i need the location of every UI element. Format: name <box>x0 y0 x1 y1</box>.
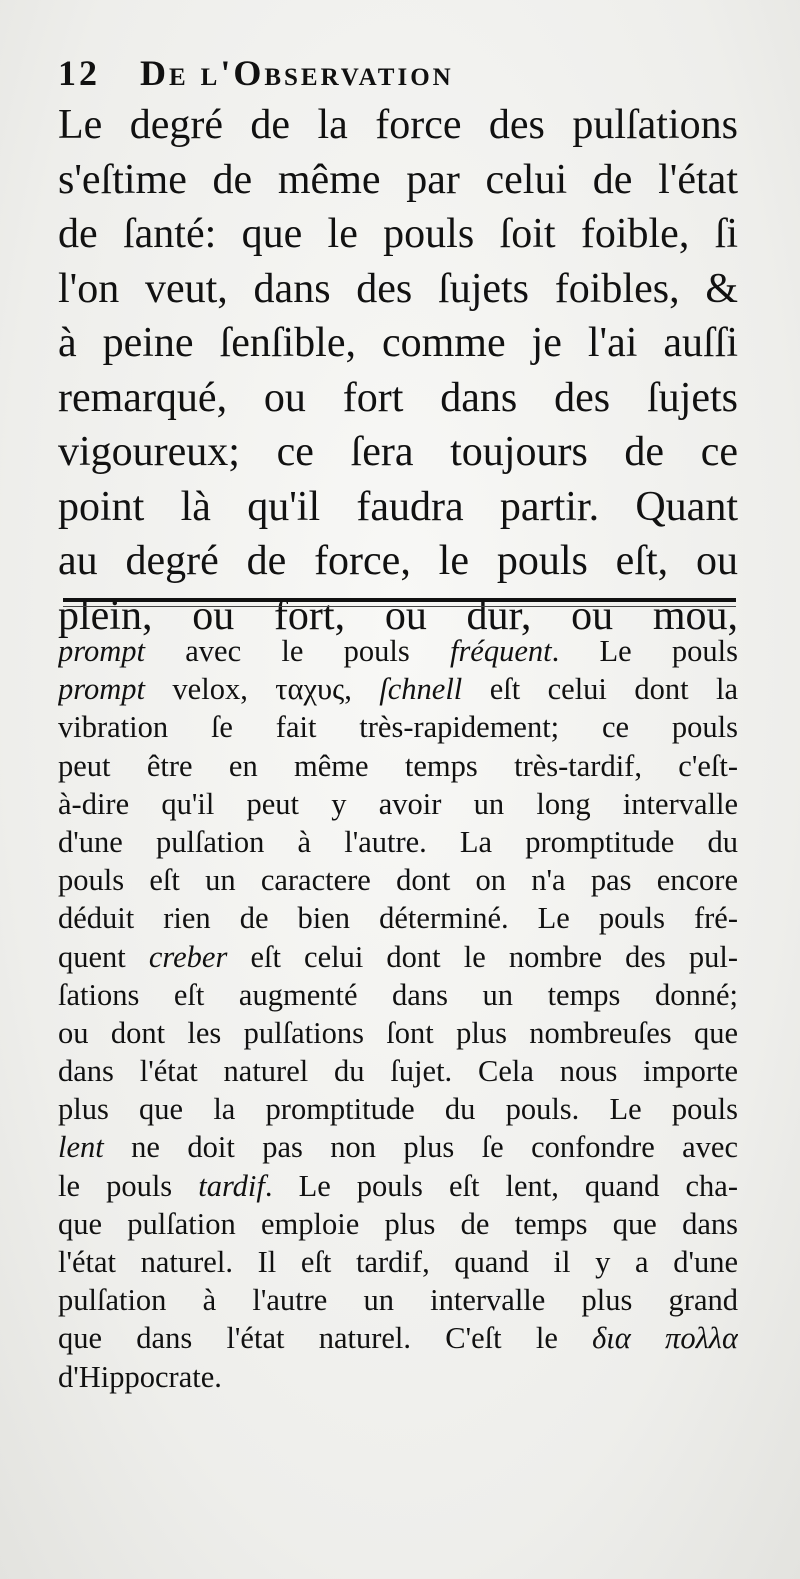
italic-term: prompt <box>58 634 145 668</box>
footnote-line <box>58 1205 738 1243</box>
footnote-text: déduit rien de bien déterminé. Le pouls fré- <box>58 901 738 936</box>
footnote-text: avec le pouls <box>145 634 450 668</box>
footnote-text: plus que la promptitude du pouls. Le pouls <box>58 1092 738 1127</box>
italic-term: creber <box>148 939 228 974</box>
main-text-line: plein, ou fort, ou dur, ou mou, <box>58 592 738 639</box>
footnote-line <box>58 1052 738 1090</box>
footnote-line <box>58 976 738 1014</box>
footnote-text: que dans l'état naturel. C'eſt le <box>58 1321 593 1356</box>
footnote-text: ne doit pas non plus ſe confondre avec <box>103 1130 738 1165</box>
footnote-text: d'Hippocrate. <box>58 1359 222 1394</box>
footnote-line <box>58 1090 738 1128</box>
running-header <box>58 52 738 102</box>
running-title: De l'Observation <box>140 53 454 93</box>
footnote-text: l'état naturel. Il eſt tardif, quand il y a d'une <box>58 1245 738 1279</box>
footnote-text: . Le pouls eſt lent, quand cha- <box>264 1168 738 1203</box>
footnote-line <box>58 708 738 746</box>
footnote-text: eſt celui dont la <box>462 672 738 707</box>
footnote-text: ou dont les pulſations ſont plus nombreuſes que <box>58 1015 738 1050</box>
main-text-line: Le degré de la force des pulſations <box>58 102 738 148</box>
footnote-line <box>58 1128 738 1166</box>
main-text-line: vigoureux; ce ſera toujours de ce <box>58 429 738 475</box>
main-text-line: s'eſtime de même par celui de l'état <box>58 156 738 203</box>
footnote-text: dans l'état naturel du ſujet. Cela nous importe <box>58 1054 738 1089</box>
italic-term: tardif <box>198 1168 265 1203</box>
main-text-line: de ſanté: que le pouls ſoit foible, ſi <box>58 211 738 257</box>
footnote-line <box>58 861 738 899</box>
italic-term: fréquent <box>449 634 552 668</box>
footnote-line <box>58 1358 738 1396</box>
footnote-text: que pulſation emploie plus de temps que dans <box>58 1206 738 1241</box>
footnote-separator-rule <box>63 598 736 602</box>
main-text-line: remarqué, ou fort dans des ſujets <box>58 374 738 421</box>
page-number: 12 <box>58 53 100 93</box>
footnote-line <box>58 632 738 670</box>
footnote-line <box>58 670 738 708</box>
footnote-text: quent <box>58 939 149 974</box>
footnote-text: velox, ταχυς, <box>145 672 380 707</box>
main-text-line: point là qu'il faudra partir. Quant <box>58 483 738 530</box>
footnote-text: le pouls <box>58 1168 199 1203</box>
footnote-line <box>58 938 738 976</box>
footnote-text: ſations eſt augmenté dans un temps donné; <box>58 977 738 1012</box>
italic-term: lent <box>58 1130 104 1165</box>
footnote-block <box>58 632 738 1396</box>
footnote-line <box>58 899 738 937</box>
footnote-text: eſt celui dont le nombre des pul- <box>227 939 738 974</box>
main-text-block <box>58 98 738 643</box>
footnote-text: peut être en même temps très-tardif, c'eſt- <box>58 748 738 783</box>
footnote-line <box>58 823 738 861</box>
footnote-text: . Le pouls <box>551 634 738 668</box>
italic-term: prompt <box>58 672 145 707</box>
footnote-text: à-dire qu'il peut y avoir un long intervalle <box>58 786 738 821</box>
main-text-line: l'on veut, dans des ſujets foibles, & <box>58 265 738 312</box>
footnote-text: pulſation à l'autre un intervalle plus grand <box>58 1283 738 1318</box>
footnote-text: pouls eſt un caractere dont on n'a pas encore <box>58 863 738 898</box>
footnote-text: vibration ſe fait très-rapidement; ce pouls <box>58 710 738 745</box>
footnote-line <box>58 1243 738 1281</box>
footnote-separator-thin-rule <box>63 606 736 607</box>
footnote-text: d'une pulſation à l'autre. La promptitude du <box>58 824 738 859</box>
footnote-line <box>58 1319 738 1357</box>
footnote-line <box>58 1014 738 1052</box>
footnote-line <box>58 747 738 785</box>
footnote-line <box>58 1281 738 1319</box>
greek-term: δια πολλα <box>592 1321 738 1356</box>
footnote-line <box>58 1167 738 1205</box>
footnote-line <box>58 785 738 823</box>
italic-term: ſchnell <box>379 672 463 707</box>
main-text-line: au degré de force, le pouls eſt, ou <box>58 538 738 584</box>
main-text-line: à peine ſenſible, comme je l'ai auſſi <box>58 320 738 366</box>
